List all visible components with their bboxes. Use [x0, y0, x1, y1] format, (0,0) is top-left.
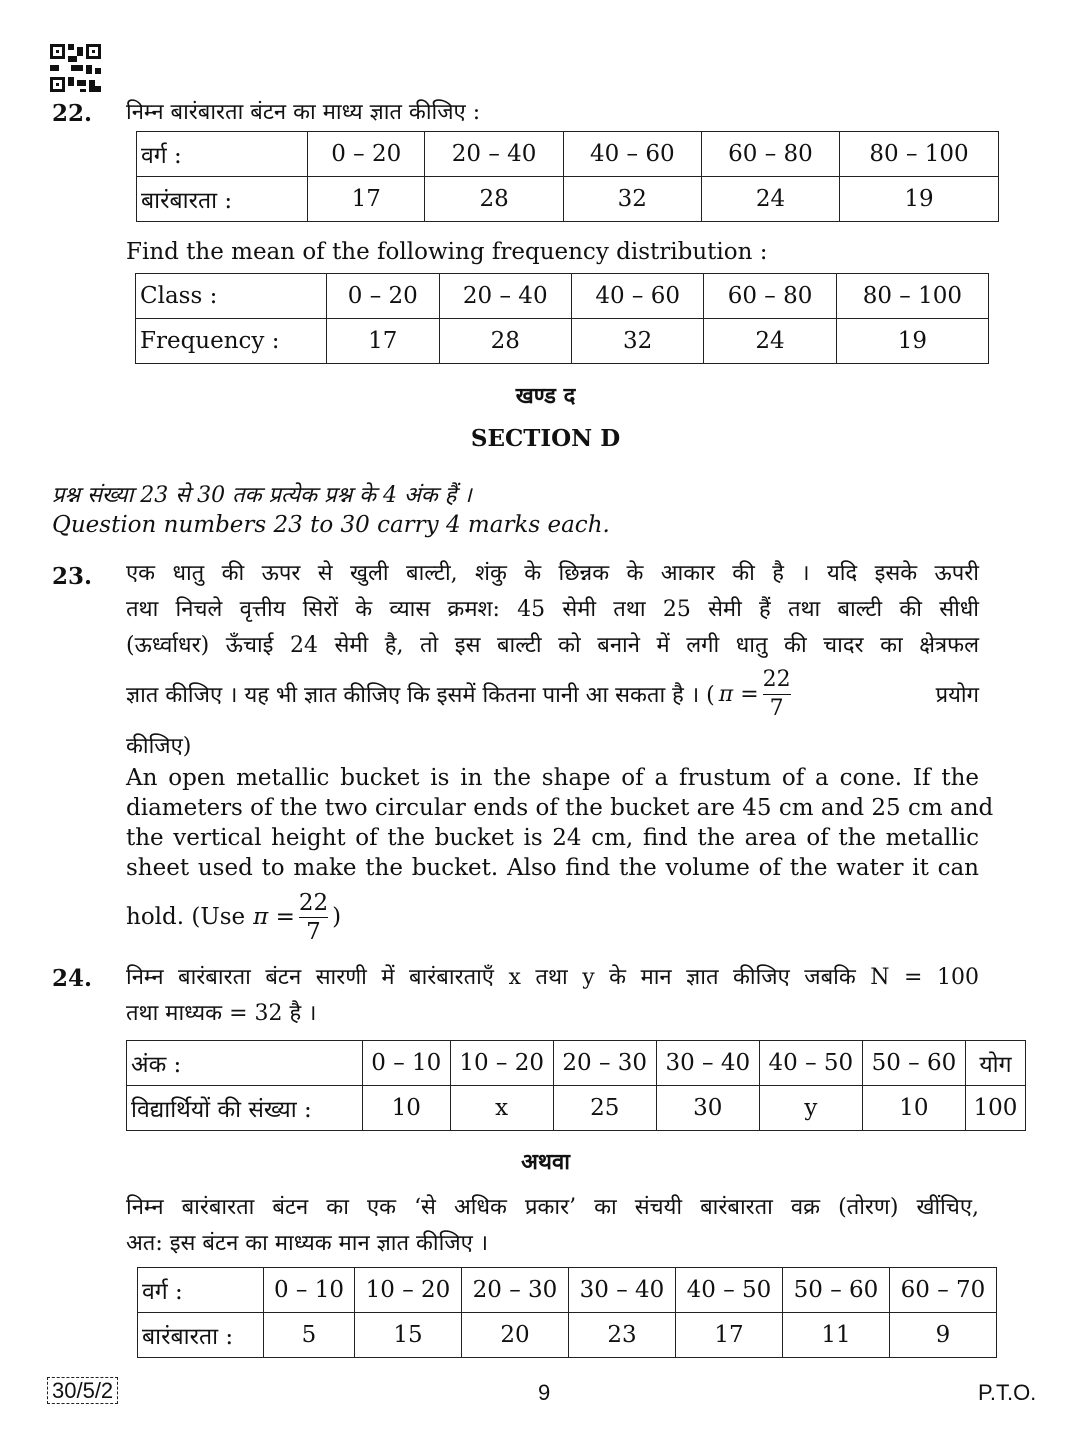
table-cell: 28 — [425, 177, 563, 222]
fraction-denominator: 7 — [306, 918, 321, 945]
section-note-english: Question numbers 23 to 30 carry 4 marks each. — [52, 512, 610, 538]
table-cell: योग — [965, 1041, 1025, 1086]
table-cell: बारंबारता : — [138, 1313, 264, 1358]
table-cell: 80 – 100 — [840, 132, 999, 177]
table-cell: 0 – 10 — [363, 1041, 451, 1086]
table-cell: Class : — [136, 274, 327, 319]
table-cell: 20 — [461, 1313, 568, 1358]
table-cell: 24 — [704, 319, 836, 364]
table-cell: 20 – 30 — [461, 1268, 568, 1313]
table-cell: 9 — [889, 1313, 996, 1358]
fraction-denominator: 7 — [769, 695, 784, 721]
table-cell: 30 — [656, 1086, 759, 1131]
table-cell: 60 – 70 — [889, 1268, 996, 1313]
table-cell: 50 – 60 — [782, 1268, 889, 1313]
table-cell: 40 – 50 — [675, 1268, 782, 1313]
table-cell: 24 — [701, 177, 839, 222]
table-cell: 25 — [553, 1086, 656, 1131]
table-cell: 32 — [571, 319, 703, 364]
q23-english-line: ) — [332, 904, 342, 930]
table-cell: 23 — [568, 1313, 675, 1358]
table-cell: x — [450, 1086, 553, 1131]
question-number-22: 22. — [52, 100, 93, 127]
table-cell: 10 — [862, 1086, 965, 1131]
table-cell: 40 – 50 — [759, 1041, 862, 1086]
question-number-24: 24. — [52, 965, 93, 992]
table-cell: 80 – 100 — [836, 274, 988, 319]
table-cell: Frequency : — [136, 319, 327, 364]
q23-hindi-line: तथा निचले वृत्तीय सिरों के व्यास क्रमश: 45 सेमी तथा 25 सेमी हैं तथा बाल्टी की सीधी — [126, 597, 979, 622]
paper-code — [47, 1378, 118, 1404]
q23-english-line-with-fraction — [126, 886, 341, 948]
table-cell: वर्ग : — [138, 1268, 264, 1313]
qr-code-icon — [50, 44, 101, 92]
q22-english-text: Find the mean of the following frequency distribution : — [126, 239, 768, 265]
pi-label: π = — [253, 904, 295, 930]
q24-hindi-line: तथा माध्यक = 32 है । — [126, 1001, 317, 1026]
table-cell: विद्यार्थियों की संख्या : — [127, 1086, 363, 1131]
table-cell: 60 – 80 — [701, 132, 839, 177]
table-cell: 20 – 40 — [425, 132, 563, 177]
table-cell: 60 – 80 — [704, 274, 836, 319]
pi-label: π = — [718, 681, 759, 707]
page-number: 9 — [538, 1380, 551, 1405]
table-cell: 0 – 10 — [264, 1268, 355, 1313]
q24-or-line: निम्न बारंबारता बंटन का एक ‘से अधिक प्रकार’ का संचयी बारंबारता वक्र (तोरण) खींचिए, — [126, 1195, 979, 1220]
q23-english-line: diameters of the two circular ends of the bucket are 45 cm and 25 cm and — [126, 795, 994, 821]
q23-hindi-line: ज्ञात कीजिए । यह भी ज्ञात कीजिए कि इसमें कितना पानी आ सकता है । ( — [126, 683, 715, 708]
table-cell: 19 — [840, 177, 999, 222]
fraction-numerator: 22 — [298, 889, 329, 916]
table-cell: 50 – 60 — [862, 1041, 965, 1086]
question-number-23: 23. — [52, 563, 93, 590]
pto-label: P.T.O. — [978, 1380, 1037, 1405]
table-cell: 40 – 60 — [571, 274, 703, 319]
table-cell: 10 – 20 — [450, 1041, 553, 1086]
fraction — [763, 666, 791, 723]
table-cell: 0 – 20 — [308, 132, 425, 177]
table-cell: 100 — [965, 1086, 1025, 1131]
table-cell: 5 — [264, 1313, 355, 1358]
q24-or-table — [137, 1267, 997, 1358]
table-cell: y — [759, 1086, 862, 1131]
table-cell: 20 – 30 — [553, 1041, 656, 1086]
q23-english-line: hold. (Use — [126, 904, 246, 930]
table-cell: 20 – 40 — [439, 274, 571, 319]
table-cell: 15 — [354, 1313, 461, 1358]
section-title-english: SECTION D — [470, 425, 621, 452]
q22-english-table — [135, 273, 989, 364]
table-cell: 30 – 40 — [656, 1041, 759, 1086]
table-cell: 17 — [327, 319, 440, 364]
table-cell: 17 — [308, 177, 425, 222]
table-cell: 11 — [782, 1313, 889, 1358]
paper-code-box: 30/5/2 — [47, 1377, 118, 1404]
section-note-hindi: प्रश्न संख्या 23 से 30 तक प्रत्येक प्रश्न के 4 अंक हैं । — [52, 483, 472, 508]
q23-english-line: An open metallic bucket is in the shape of a frustum of a cone. If the — [126, 765, 979, 791]
section-title-hindi: खण्ड द — [515, 383, 576, 409]
q24-table — [126, 1040, 1026, 1131]
table-cell: 10 — [363, 1086, 451, 1131]
q23-english-line: sheet used to make the bucket. Also find the volume of the water it can — [126, 855, 979, 881]
fraction — [299, 889, 328, 946]
q23-hindi-line: प्रयोग — [935, 683, 979, 708]
table-cell: 0 – 20 — [327, 274, 440, 319]
table-cell: 40 – 60 — [563, 132, 701, 177]
table-cell: 32 — [563, 177, 701, 222]
q23-english-line: the vertical height of the bucket is 24 cm, find the area of the metallic — [126, 825, 979, 851]
q22-hindi-table — [136, 131, 999, 222]
table-cell: अंक : — [127, 1041, 363, 1086]
q23-hindi-line: एक धातु की ऊपर से खुली बाल्टी, शंकु के छिन्नक के आकार की है । यदि इसके ऊपरी — [126, 561, 979, 586]
table-cell: वर्ग : — [137, 132, 308, 177]
fraction-numerator: 22 — [763, 666, 791, 695]
q22-hindi-text: निम्न बारंबारता बंटन का माध्य ज्ञात कीजिए : — [126, 100, 481, 125]
table-cell: 17 — [675, 1313, 782, 1358]
q23-hindi-line: (ऊर्ध्वाधर) ऊँचाई 24 सेमी है, तो इस बाल्टी को बनाने में लगी धातु की चादर का क्षेत्रफल — [126, 633, 979, 658]
table-cell: 10 – 20 — [354, 1268, 461, 1313]
table-cell: 30 – 40 — [568, 1268, 675, 1313]
q24-or-line: अत: इस बंटन का माध्यक मान ज्ञात कीजिए । — [126, 1231, 489, 1256]
or-separator: अथवा — [521, 1149, 570, 1175]
q23-hindi-line: कीजिए) — [126, 734, 192, 759]
table-cell: बारंबारता : — [137, 177, 308, 222]
q24-hindi-line: निम्न बारंबारता बंटन सारणी में बारंबारताएँ x तथा y के मान ज्ञात कीजिए जबकि N = 100 — [126, 965, 979, 990]
q23-hindi-line-with-fraction — [126, 663, 979, 725]
table-cell: 28 — [439, 319, 571, 364]
table-cell: 19 — [836, 319, 988, 364]
